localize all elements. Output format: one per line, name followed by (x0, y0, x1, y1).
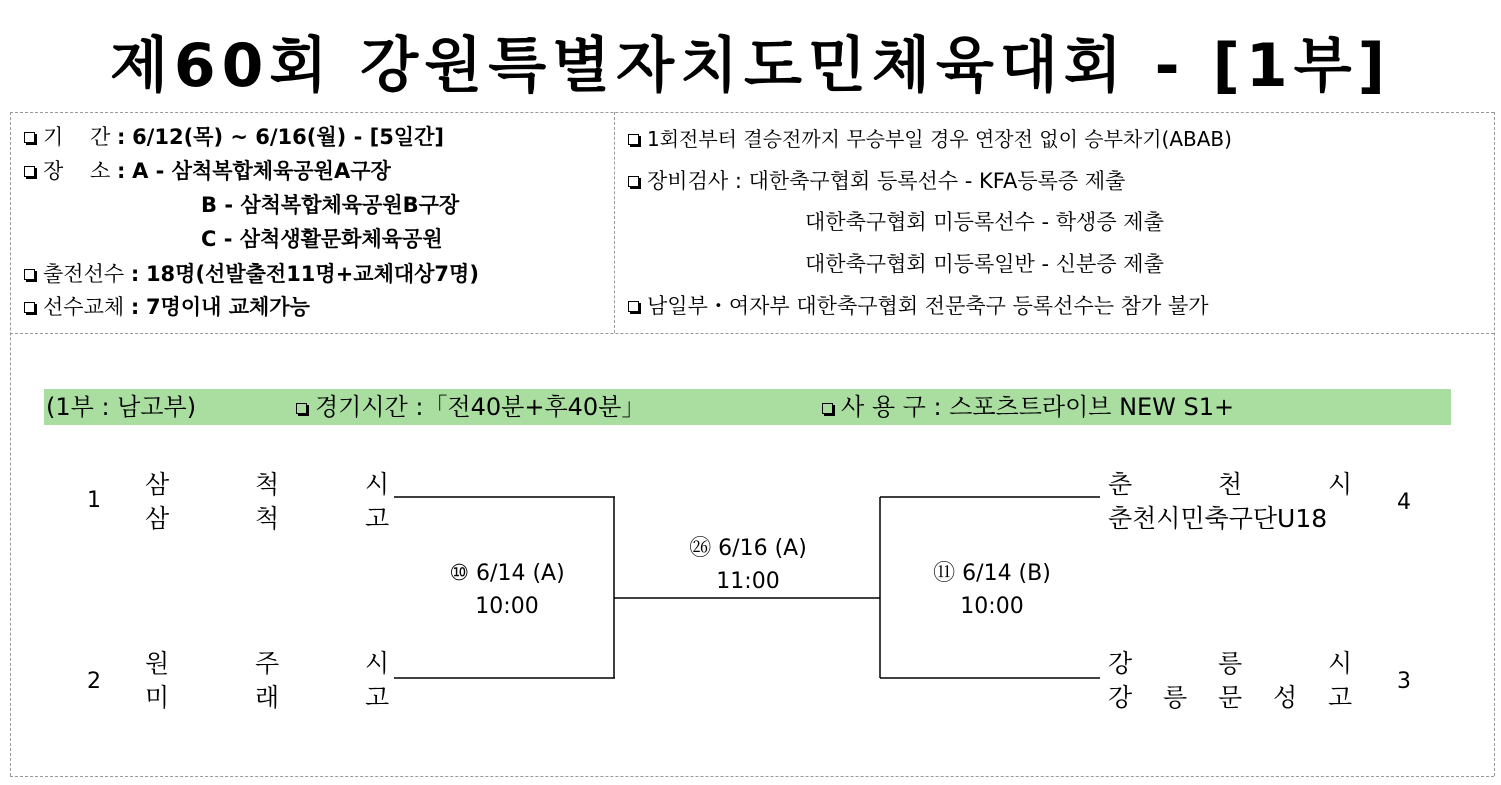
info-venue-c: C - 삼척생활문화체육공원 (201, 227, 443, 251)
info-equipment-general: 대한축구협회 미등록일반 - 신분증 제출 (805, 252, 1164, 276)
info-venue-b: B - 삼척복합체육공원B구장 (201, 193, 460, 217)
info-label: 장 소 (43, 159, 111, 183)
team-2-region-char: 원 (145, 649, 170, 678)
team-3-school-char: 문 (1218, 683, 1243, 712)
seed-1: 1 (87, 488, 101, 513)
info-value: 6/12(목) ~ 6/16(월) - [5일간] (132, 125, 444, 149)
team-1-region (145, 472, 390, 500)
info-equipment-student: 대한축구협회 미등록선수 - 학생증 제출 (805, 210, 1164, 234)
info-label: 기 간 (43, 125, 111, 149)
team-2-school (145, 685, 390, 713)
team-3-region-char: 시 (1328, 649, 1353, 678)
team-2-region (145, 651, 390, 679)
info-text: 남일부・여자부 대한축구협회 전문축구 등록선수는 참가 불가 (647, 294, 1209, 318)
team-3-school-char: 릉 (1163, 683, 1188, 712)
team-3-region (1108, 651, 1353, 679)
team-4-region (1108, 472, 1353, 500)
info-colon: : (130, 262, 140, 286)
ball: 사 용 구 : 스포츠트라이브 NEW S1+ (841, 393, 1235, 421)
info-text: 1회전부터 결승전까지 무승부일 경우 연장전 없이 승부차기(ABAB) (647, 127, 1232, 151)
info-text: 장비검사 : 대한축구협회 등록선수 - KFA등록증 제출 (647, 169, 1126, 193)
team-3-school (1108, 685, 1353, 713)
info-value: 18명(선발출전11명+교체대상7명) (145, 262, 479, 286)
info-colon: : (116, 159, 126, 183)
team-2-school-char: 미 (145, 683, 170, 712)
match-26-time: 11:00 (716, 569, 780, 594)
team-1-region-char: 척 (255, 470, 280, 499)
team-3-school-char: 고 (1328, 683, 1353, 712)
team-2-region-char: 주 (255, 649, 280, 678)
match-11-time: 10:00 (960, 594, 1024, 619)
team-3-school-char: 강 (1108, 683, 1133, 712)
team-2-school-char: 래 (255, 683, 280, 712)
team-3-region-char: 강 (1108, 649, 1133, 678)
team-2-region-char: 시 (365, 649, 390, 678)
team-1-school-char: 척 (255, 504, 280, 533)
info-label: 출전선수 (43, 262, 125, 286)
team-1-school-char: 삼 (145, 504, 170, 533)
team-4-region-char: 춘 (1108, 470, 1133, 499)
match-10-time: 10:00 (475, 594, 539, 619)
team-4-region-char: 천 (1218, 470, 1243, 499)
team-3-school-char: 성 (1273, 683, 1298, 712)
division-name: (1부 : 남고부) (46, 393, 197, 421)
team-1-school (145, 506, 390, 534)
seed-4: 4 (1397, 490, 1411, 515)
match-10-label: ⑩ 6/14 (A) (449, 561, 565, 586)
team-2-school-char: 고 (365, 683, 390, 712)
team-1-region-char: 삼 (145, 470, 170, 499)
page-title: 제60회 강원특별자치도민체육대회 - [1부] (109, 31, 1392, 101)
match-26-label: ㉖ 6/16 (A) (689, 536, 807, 561)
team-1-region-char: 시 (365, 470, 390, 499)
info-colon: : (116, 125, 126, 149)
team-4-school: 춘천시민축구단U18 (1108, 504, 1328, 533)
info-value: A - 삼척복합체육공원A구장 (132, 159, 391, 183)
team-3-region-char: 릉 (1218, 649, 1243, 678)
match-time: 경기시간 :「전40분+후40분」 (315, 393, 646, 421)
match-11-label: ⑪ 6/14 (B) (933, 561, 1051, 586)
info-value: 7명이내 교체가능 (145, 295, 310, 319)
team-4-region-char: 시 (1328, 470, 1353, 499)
info-label: 선수교체 (43, 295, 125, 319)
seed-3: 3 (1397, 669, 1411, 694)
info-colon: : (130, 295, 140, 319)
seed-2: 2 (87, 669, 101, 694)
team-1-school-char: 고 (365, 504, 390, 533)
